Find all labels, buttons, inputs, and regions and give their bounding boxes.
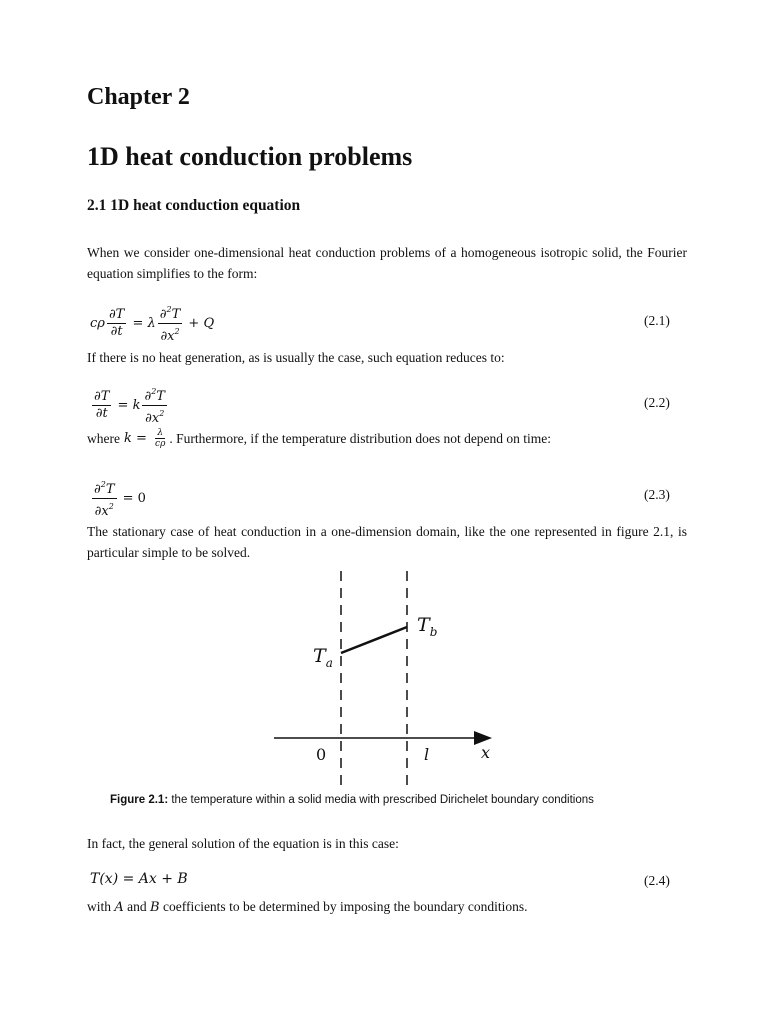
equation-2-2: $\frac{\partial T}{\partial t}$ = k $\frac{\partial^2T}{\partial x^2}$ [90,384,169,427]
chapter-heading: Chapter 2 [87,84,190,110]
paragraph-where: where k = $\frac{\lambda}{c\rho}$ . Furthermore, if the temperature distribution does not depend on time: [87,428,552,449]
paragraph-coefficients [87,899,528,915]
coefficients-prefix: with [87,899,112,914]
where-prefix: where [87,430,120,446]
paragraph-no-generation: If there is no heat generation, as is usually the case, such equation reduces to: [87,350,505,365]
paragraph-intro: When we consider one-dimensional heat conduction problems of a homogeneous isotropic solid, the Fourier equation simplifies to the form: [87,245,687,281]
paragraph-general-solution: In fact, the general solution of the equation is in this case: [87,836,399,851]
coefficient-a: A [114,900,124,915]
equation-number-2-2: (2.2) [644,395,670,410]
equation-2-1: cρ $\frac{\partial T}{\partial t}$ = λ $\frac{\partial^2T}{\partial x^2}$ + Q [90,302,214,345]
equation-number-2-3: (2.3) [644,487,670,502]
label-l: l [424,745,430,764]
equation-2-4: T(x) = Ax + B [90,871,188,887]
label-ta: $T_a$ [313,645,333,670]
paragraph-stationary: The stationary case of heat conduction in a one-dimension domain, like the one represented in figure 2.1, is particular simple to be solved. [87,524,687,560]
figure-2-1 [260,565,510,790]
temperature-profile-line [341,627,407,653]
equation-2-3: $\frac{\partial^2T}{\partial x^2}$ = 0 [90,477,146,520]
label-x: x [481,743,491,762]
where-suffix: . Furthermore, if the temperature distribution does not depend on time: [169,430,552,446]
label-tb: $T_b$ [417,614,438,639]
caption-label: Figure 2.1: [110,794,169,806]
equation-number-2-4: (2.4) [644,873,670,888]
label-zero: 0 [316,745,327,764]
coefficient-b: B [150,900,160,915]
section-heading: 2.1 1D heat conduction equation [87,197,301,214]
caption-text: the temperature within a solid media with prescribed Dirichelet boundary conditions [168,794,594,806]
coefficients-and: and [127,899,147,914]
equation-number-2-1: (2.1) [644,313,670,328]
figure-caption [110,794,594,806]
page-title: 1D heat conduction problems [87,142,413,171]
coefficients-suffix: coefficients to be determined by imposing the boundary conditions. [162,899,528,914]
